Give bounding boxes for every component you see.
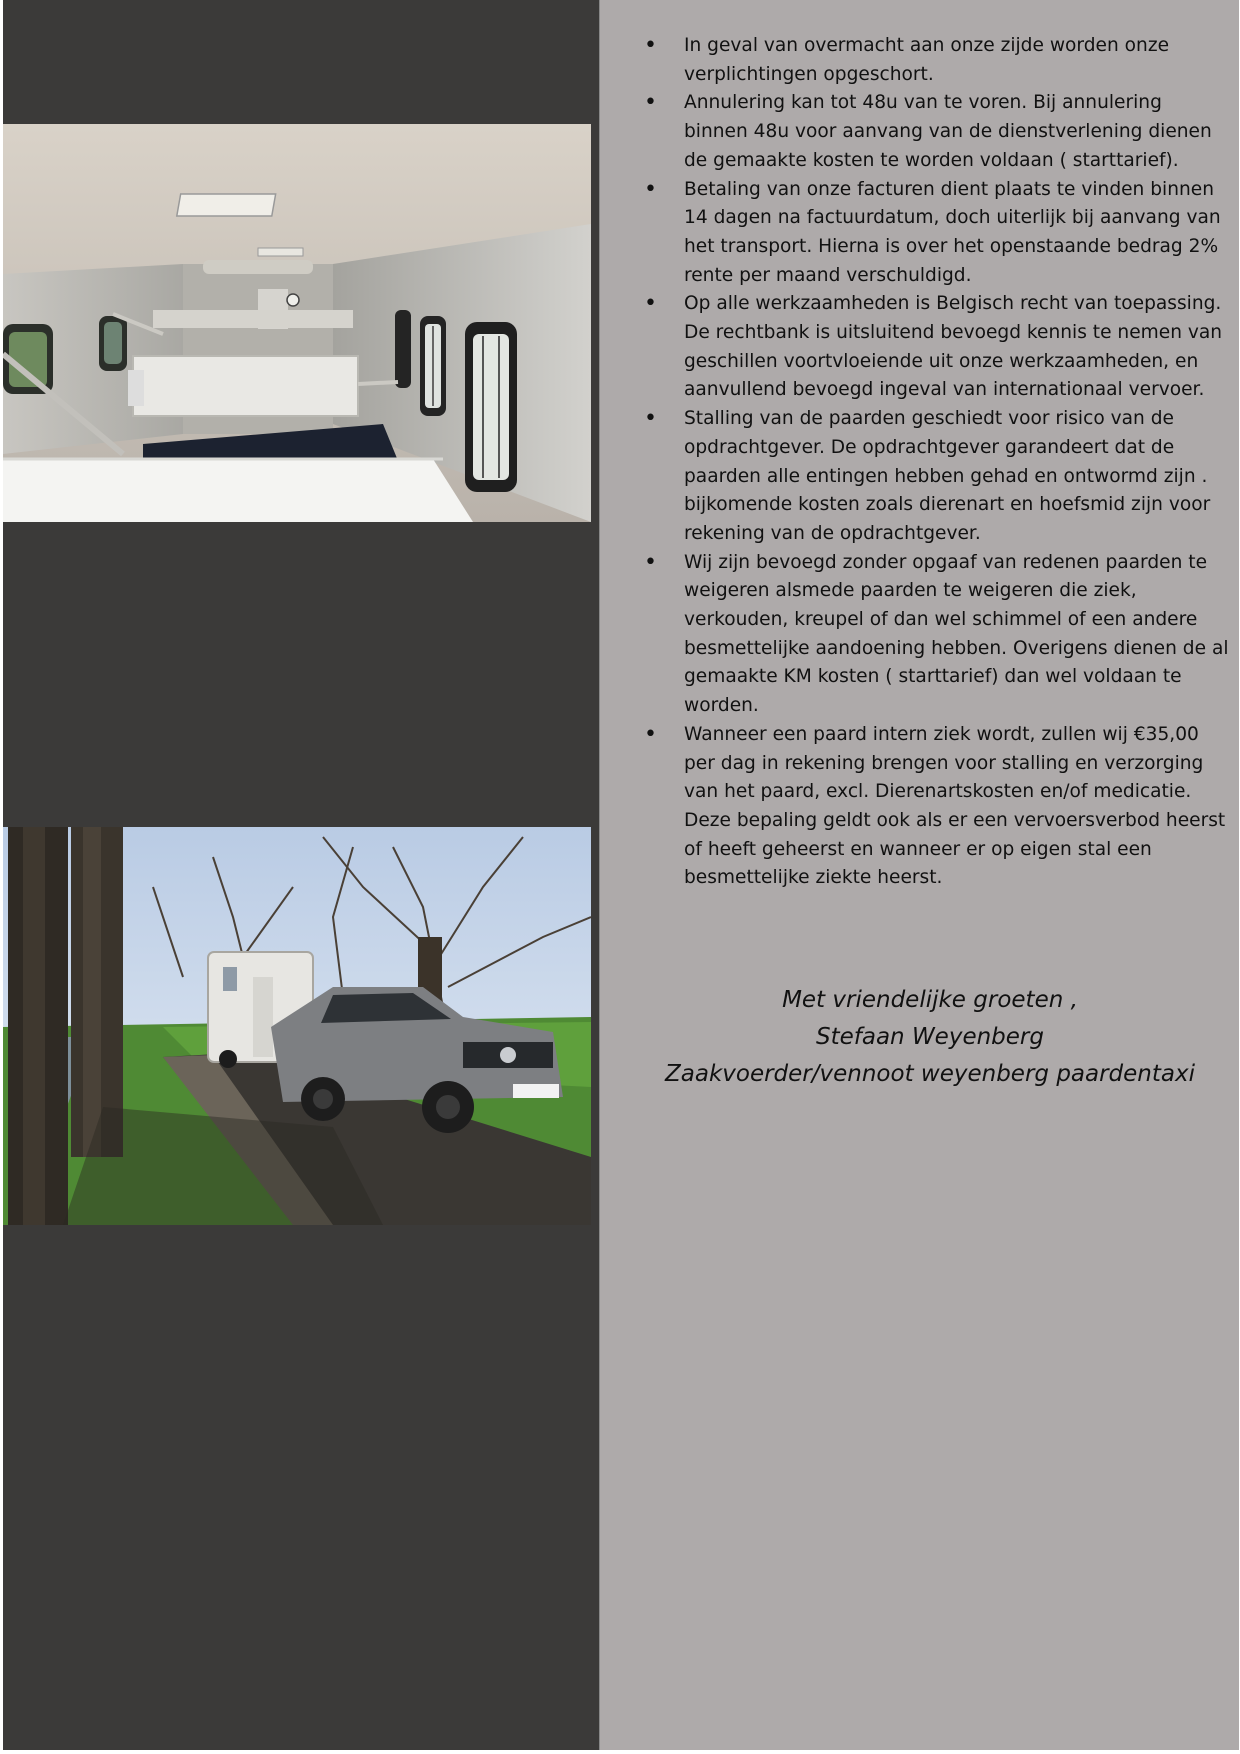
terms-list	[640, 32, 1230, 893]
terms-list-item: • Wanneer een paard intern ziek wordt, zullen wij €35,00 per dag in rekening brengen voor stalling en verzorging van het paard, excl. Dierenartskosten en/of medicatie. Deze bepaling geldt ook als er een vervoersverbod heerst of heeft geheerst en wanneer er op eigen stal een besmettelijke ziekte heerst.	[640, 721, 1230, 893]
terms-list-item: • Op alle werkzaamheden is Belgisch recht van toepassing. De rechtbank is uitsluitend bevoegd kennis te nemen van geschillen voortvloeiende uit onze werkzaamheden, en aanvullend bevoegd ingeval van internationaal vervoer.	[640, 290, 1230, 405]
pickup-trailer-photo	[3, 827, 591, 1225]
closing-signature	[620, 982, 1240, 1093]
closing-role: Zaakvoerder/vennoot weyenberg paardentaxi	[665, 1061, 1195, 1087]
closing-greeting: Met vriendelijke groeten ,	[782, 987, 1078, 1013]
terms-list-item: • Wij zijn bevoegd zonder opgaaf van redenen paarden te weigeren alsmede paarden te weigeren die ziek, verkouden, kreupel of dan wel schimmel of een andere besmettelijke aandoening hebben. Overigens dienen de al gemaakte KM kosten ( starttarief) dan wel voldaan te worden.	[640, 549, 1230, 721]
terms-list-item: • Betaling van onze facturen dient plaats te vinden binnen 14 dagen na factuurdatum, doch uiterlijk bij aanvang van het transport. Hierna is over het openstaande bedrag 2% rente per maand verschuldigd.	[640, 176, 1230, 291]
terms-list-item: • In geval van overmacht aan onze zijde worden onze verplichtingen opgeschort.	[640, 32, 1230, 89]
closing-name: Stefaan Weyenberg	[816, 1024, 1044, 1050]
terms-list-item: • Annulering kan tot 48u van te voren. Bij annulering binnen 48u voor aanvang van de dienstverlening dienen de gemaakte kosten te worden voldaan ( starttarief).	[640, 89, 1230, 175]
terms-list-item: • Stalling van de paarden geschiedt voor risico van de opdrachtgever. De opdrachtgever garandeert dat de paarden alle entingen hebben gehad en ontwormd zijn . bijkomende kosten zoals dierenart en hoefsmid zijn voor rekening van de opdrachtgever.	[640, 405, 1230, 549]
trailer-interior-photo	[3, 124, 591, 522]
